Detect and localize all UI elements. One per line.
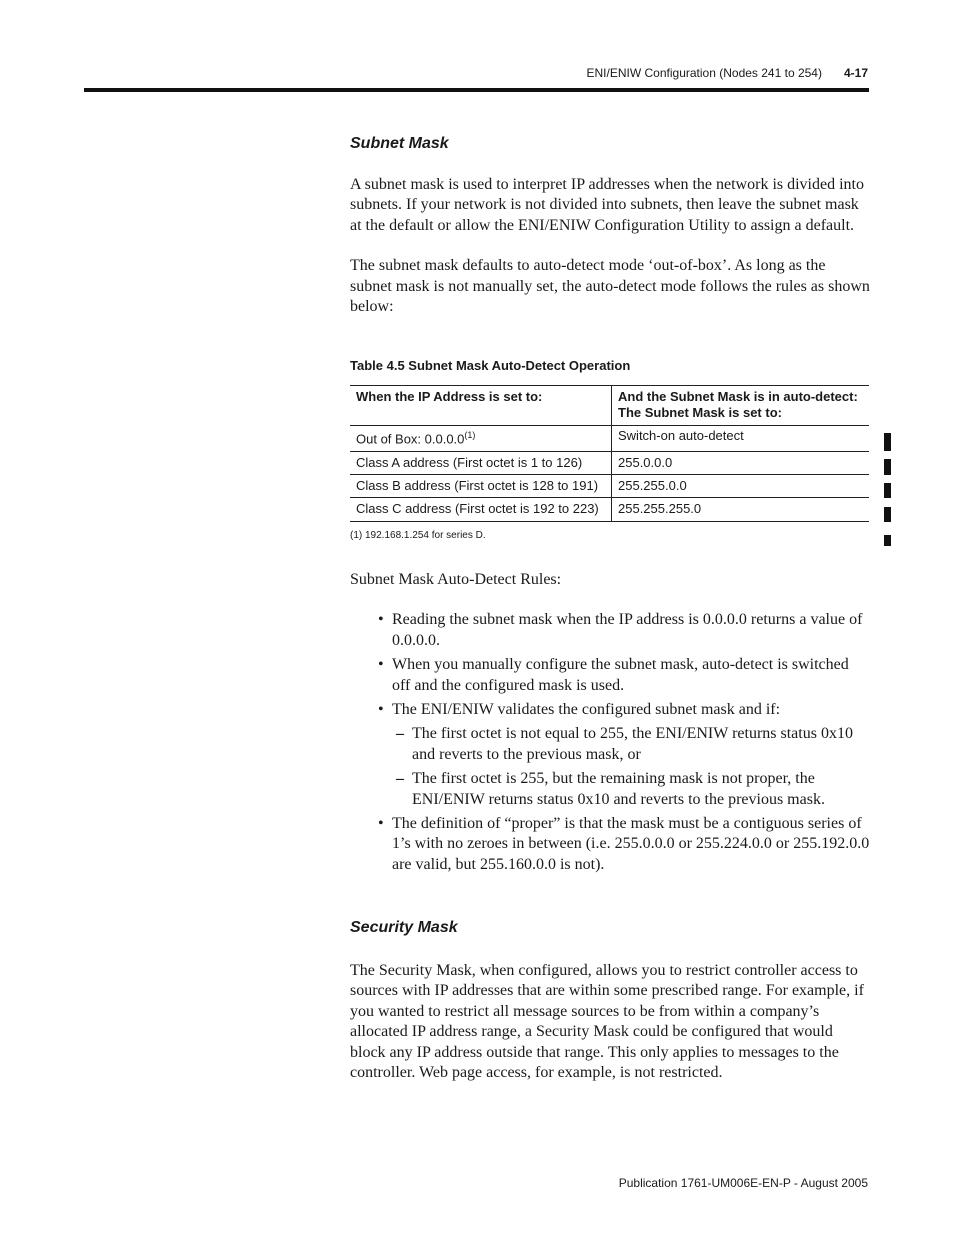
change-bar bbox=[884, 535, 891, 546]
page-number: 4-17 bbox=[843, 66, 868, 80]
table-row bbox=[350, 452, 869, 475]
cell-ip: Class C address (First octet is 192 to 223) bbox=[350, 498, 612, 522]
sub-list-item: – The first octet is not equal to 255, the ENI/ENIW returns status 0x10 and reverts to the previous mask, or bbox=[396, 725, 853, 763]
change-bar bbox=[884, 459, 891, 475]
page-header bbox=[587, 66, 868, 80]
auto-detect-table bbox=[350, 385, 869, 522]
footnote-ref: (1) bbox=[464, 430, 476, 440]
col-header-mask-line2: The Subnet Mask is set to: bbox=[618, 405, 782, 420]
dash: – bbox=[396, 725, 404, 743]
rules-title: Subnet Mask Auto-Detect Rules: bbox=[350, 571, 562, 588]
table-caption: Table 4.5 Subnet Mask Auto-Detect Operation bbox=[350, 358, 631, 373]
list-item: • The definition of “proper” is that the mask must be a contiguous series of 1’s with no zeroes in between (i.e. 255.0.0.0 or 255.224.0.0 or 255.192.0.0 are valid, but 255.160.0.0 is not). bbox=[378, 815, 870, 873]
cell-mask: 255.0.0.0 bbox=[612, 452, 870, 475]
security-mask-paragraph: The Security Mask, when configured, allows you to restrict controller access to sources with IP addresses that are within some prescribed range. For example, if you wanted to restrict all message sources to be from within a company’s allocated IP address range, a Security Mask could be configured that would block any IP address outside that range. This only applies to messages to the controller. Web page access, for example, is not restricted. bbox=[350, 962, 864, 1082]
rules-list bbox=[350, 610, 870, 875]
change-bar bbox=[884, 507, 891, 522]
subnet-mask-paragraph-2: The subnet mask defaults to auto-detect mode ‘out-of-box’. As long as the subnet mask is not manually set, the auto-detect mode follows the rules as shown below: bbox=[350, 257, 870, 316]
sub-list-item: – The first octet is 255, but the remaining mask is not proper, the ENI/ENIW returns status 0x10 and reverts to the previous mask. bbox=[396, 770, 825, 808]
cell-mask: 255.255.0.0 bbox=[612, 475, 870, 498]
chapter-title: ENI/ENIW Configuration (Nodes 241 to 254) bbox=[586, 66, 822, 80]
subnet-mask-section bbox=[350, 135, 870, 317]
col-header-mask bbox=[612, 386, 870, 426]
table-row bbox=[350, 475, 869, 498]
cell-mask: Switch-on auto-detect bbox=[612, 426, 870, 452]
bullet: • bbox=[378, 701, 384, 719]
page-footer: Publication 1761-UM006E-EN-P - August 2005 bbox=[618, 1176, 868, 1190]
sub-list bbox=[392, 724, 870, 810]
table-header-row bbox=[350, 386, 869, 426]
change-bar bbox=[884, 483, 891, 498]
col-header-ip: When the IP Address is set to: bbox=[350, 386, 612, 426]
cell-ip: Class A address (First octet is 1 to 126) bbox=[350, 452, 612, 475]
security-mask-section bbox=[350, 919, 870, 1083]
table-row bbox=[350, 426, 869, 452]
subnet-mask-heading: Subnet Mask bbox=[350, 135, 449, 152]
auto-detect-rules bbox=[350, 570, 870, 879]
header-rule bbox=[84, 88, 869, 92]
cell-ip: Class B address (First octet is 128 to 191) bbox=[350, 475, 612, 498]
table-footnote: (1) 192.168.1.254 for series D. bbox=[350, 530, 486, 542]
list-item: • When you manually configure the subnet mask, auto-detect is switched off and the configured mask is used. bbox=[378, 656, 849, 694]
list-item: • The ENI/ENIW validates the configured subnet mask and if: – The first octet is not equal to 255, the ENI/ENIW returns status 0x10 and reverts to the previous mask, or – The first octet is 255, but the remaining mask is not proper, the ENI/ENIW returns status 0x10 and reverts to the previous mask. bbox=[350, 700, 870, 810]
security-mask-heading: Security Mask bbox=[350, 919, 458, 936]
dash: – bbox=[396, 770, 404, 788]
bullet: • bbox=[378, 815, 384, 833]
cell-ip: Out of Box: 0.0.0.0$^{(1)}$ bbox=[350, 426, 612, 452]
change-bar bbox=[884, 433, 891, 451]
table-row bbox=[350, 498, 869, 522]
bullet: • bbox=[378, 611, 384, 629]
cell-mask: 255.255.255.0 bbox=[612, 498, 870, 522]
list-item: • Reading the subnet mask when the IP address is 0.0.0.0 returns a value of 0.0.0.0. bbox=[378, 611, 863, 649]
col-header-mask-line1: And the Subnet Mask is in auto-detect: bbox=[618, 389, 858, 404]
subnet-mask-paragraph-1: A subnet mask is used to interpret IP addresses when the network is divided into subnets. If your network is not divided into subnets, then leave the subnet mask at the default or allow the ENI/ENIW Configuration Utility to assign a default. bbox=[350, 176, 864, 234]
auto-detect-table-block bbox=[350, 358, 870, 541]
bullet: • bbox=[378, 656, 384, 674]
